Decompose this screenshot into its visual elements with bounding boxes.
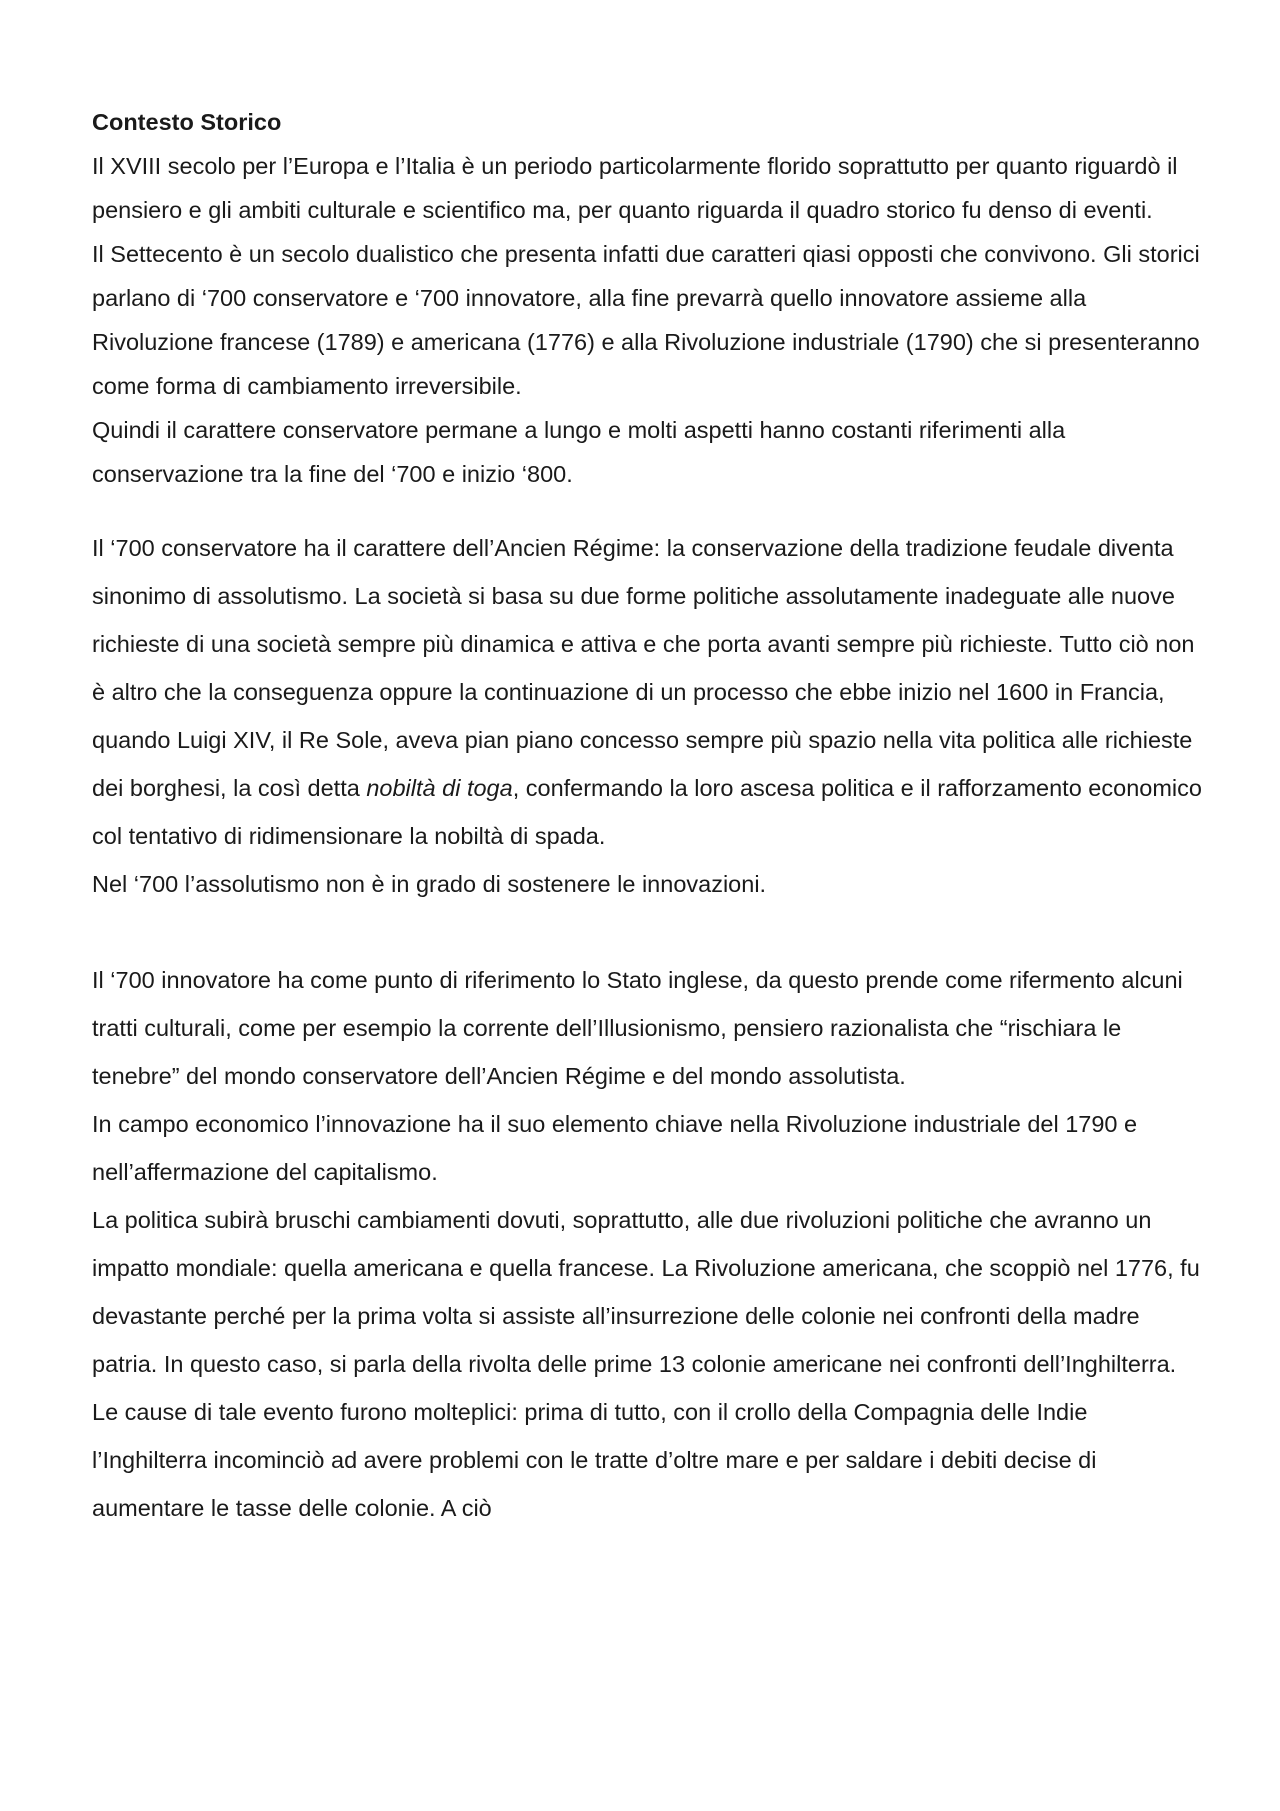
paragraph: Il ‘700 innovatore ha come punto di riferimento lo Stato inglese, da questo prende come rifermento alcuni tratti culturali, come per esempio la corrente dell’Illusionismo, pensiero razionalista che “rischiara le tenebre” del mondo conservatore dell’Ancien Régime e del mondo assolutista. (92, 967, 1183, 1089)
paragraph (92, 524, 1202, 860)
paragraph: In campo economico l’innovazione ha il suo elemento chiave nella Rivoluzione industriale del 1790 e nell’affermazione del capitalismo. (92, 1111, 1138, 1185)
paragraph: Il Settecento è un secolo dualistico che presenta infatti due caratteri qiasi opposti che convivono. Gli storici parlano di ‘700 conservatore e ‘700 innovatore, alla fine prevarrà quello innovatore assieme alla Rivoluzione francese (1789) e americana (1776) e alla Rivoluzione industriale (1790) che si presenteranno come forma di cambiamento irreversibile. (92, 241, 1200, 399)
section-context (92, 144, 1202, 496)
paragraph-text: Il ‘700 conservatore ha il carattere dell’Ancien Régime: la conservazione della tradizione feudale diventa sinonimo di assolutismo. La società si basa su due forme politiche assolutamente inadeguate alle nuove richieste di una società sempre più dinamica e attiva e che porta avanti sempre più richieste. Tutto ciò non è altro che la conseguenza oppure la continuazione di un processo che ebbe inizio nel 1600 in Francia, quando Luigi XIV, il Re Sole, aveva pian piano concesso sempre più spazio nella vita politica alle richieste dei borghesi, la così detta (92, 535, 1195, 801)
paragraph: La politica subirà bruschi cambiamenti dovuti, soprattutto, alle due rivoluzioni politiche che avranno un impatto mondiale: quella americana e quella francese. La Rivoluzione americana, che scoppiò nel 1776, fu devastante perché per la prima volta si assiste all’insurrezione delle colonie nei confronti della madre patria. In questo caso, si parla della rivolta delle prime 13 colonie americane nei confronti dell’Inghilterra. Le cause di tale evento furono molteplici: prima di tutto, con il crollo della Compagnia delle Indie l’Inghilterra incominciò ad avere problemi con le tratte d’oltre mare e per saldare i debiti decise di aumentare le tasse delle colonie. A ciò (92, 1207, 1200, 1521)
paragraph-text: , confermando la loro ascesa politica e il rafforzamento economico col tentativo di ridimensionare la nobiltà di spada. (92, 775, 1202, 849)
section-innovative (92, 956, 1202, 1532)
section-conservative (92, 524, 1202, 908)
italic-term: nobiltà di toga (366, 775, 513, 801)
document-page (92, 100, 1202, 1532)
paragraph: Nel ‘700 l’assolutismo non è in grado di sostenere le innovazioni. (92, 871, 767, 897)
document-title: Contesto Storico (92, 109, 282, 135)
paragraph: Quindi il carattere conservatore permane a lungo e molti aspetti hanno costanti riferimenti alla conservazione tra la fine del ‘700 e inizio ‘800. (92, 417, 1066, 487)
paragraph: Il XVIII secolo per l’Europa e l’Italia è un periodo particolarmente florido soprattutto per quanto riguardò il pensiero e gli ambiti culturale e scientifico ma, per quanto riguarda il quadro storico fu denso di eventi. (92, 153, 1178, 223)
